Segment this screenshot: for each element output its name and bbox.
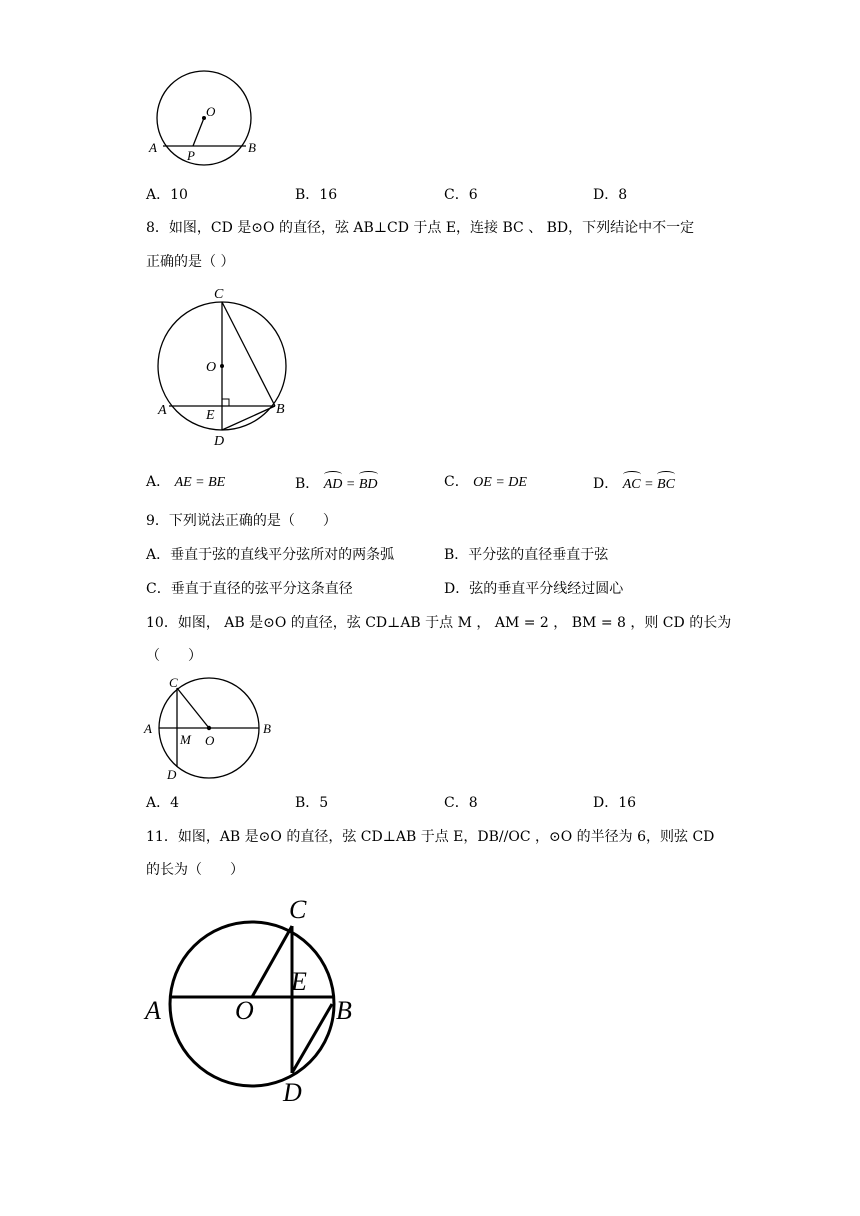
q9-option-c: C．垂直于直径的弦平分这条直径	[146, 581, 353, 597]
q7-option-a: A．10	[146, 187, 188, 203]
q10-figure	[140, 672, 280, 787]
q11-label-c: C	[289, 895, 307, 924]
q7-figure	[140, 70, 270, 170]
q8-label-b: B	[276, 402, 285, 417]
q7-label-b: B	[248, 140, 256, 155]
q10-radius-oc	[177, 688, 209, 728]
q8-figure	[150, 285, 300, 450]
q7-label-o: O	[206, 104, 216, 119]
q7-option-d: D．8	[593, 187, 628, 203]
q8-question-text: 8．如图，CD 是⊙O 的直径，弦 AB⊥CD 于点 E，连接 BC 、 BD，下列结论中不一定	[146, 220, 695, 236]
q8-label-a: A	[158, 403, 167, 418]
q7-label-a: A	[149, 140, 157, 155]
arc-bd: BD	[359, 475, 378, 495]
q11-figure	[140, 893, 370, 1118]
q10-option-d: D．16	[593, 795, 637, 811]
q8-label-e: E	[206, 408, 215, 423]
q10-label-o: O	[205, 733, 215, 748]
q9-question-text: 9．下列说法正确的是（ ）	[146, 513, 337, 529]
q7-label-p: P	[187, 148, 195, 163]
q8-option-c: C． OE = DE	[444, 474, 527, 490]
q10-option-c: C．8	[444, 795, 478, 811]
q7-option-c: C．6	[444, 187, 478, 203]
q8-label-c: C	[214, 287, 224, 302]
q9-option-d: D．弦的垂直平分线经过圆心	[444, 581, 624, 597]
q8-center-dot	[220, 364, 224, 368]
q7-segment-op	[193, 118, 204, 146]
q11-label-a: A	[145, 996, 161, 1025]
q11-question-text: 11．如图，AB 是⊙O 的直径，弦 CD⊥AB 于点 E，DB//OC ，⊙O 的半径为 6，则弦 CD	[146, 829, 715, 845]
arc-ac: AC	[623, 475, 641, 495]
q10-label-a: A	[144, 721, 152, 736]
q10-label-c: C	[169, 675, 178, 690]
q8-option-b: B． AD = BD	[295, 474, 378, 495]
q8-option-a: A． AE = BE	[146, 474, 226, 490]
q10-question-text-cont: （ ）	[146, 648, 202, 664]
q8-label-d: D	[214, 434, 225, 449]
arc-bc: BC	[657, 475, 675, 495]
q11-label-d: D	[283, 1078, 302, 1107]
q10-question-text: 10．如图， AB 是⊙O 的直径，弦 CD⊥AB 于点 M ， AM = 2 ， BM = 8 ，则 CD 的长为	[146, 615, 732, 631]
q10-option-b: B．5	[295, 795, 329, 811]
q10-option-a: A．4	[146, 795, 180, 811]
q8-question-text-cont: 正确的是（ ）	[146, 254, 235, 270]
q8-label-o: O	[206, 360, 217, 375]
q8-right-angle-mark	[222, 399, 229, 406]
q11-label-e: E	[291, 967, 307, 996]
q10-label-d: D	[167, 767, 177, 782]
q11-question-text-cont: 的长为（ ）	[146, 862, 244, 878]
q8-option-d: D． AC = BC	[593, 474, 675, 495]
q11-radius-oc	[252, 926, 292, 997]
q9-option-b: B．平分弦的直径垂直于弦	[444, 547, 609, 563]
arc-ad: AD	[324, 475, 343, 495]
q10-center-dot	[207, 726, 211, 730]
q8-segment-bd	[222, 406, 275, 430]
q9-option-a: A．垂直于弦的直线平分弦所对的两条弧	[146, 547, 395, 563]
q7-option-b: B．16	[295, 187, 338, 203]
q8-segment-bc	[222, 302, 275, 406]
q11-label-b: B	[336, 996, 352, 1025]
q10-label-b: B	[263, 721, 271, 736]
q10-label-m: M	[180, 732, 191, 747]
q11-label-o: O	[235, 996, 254, 1025]
